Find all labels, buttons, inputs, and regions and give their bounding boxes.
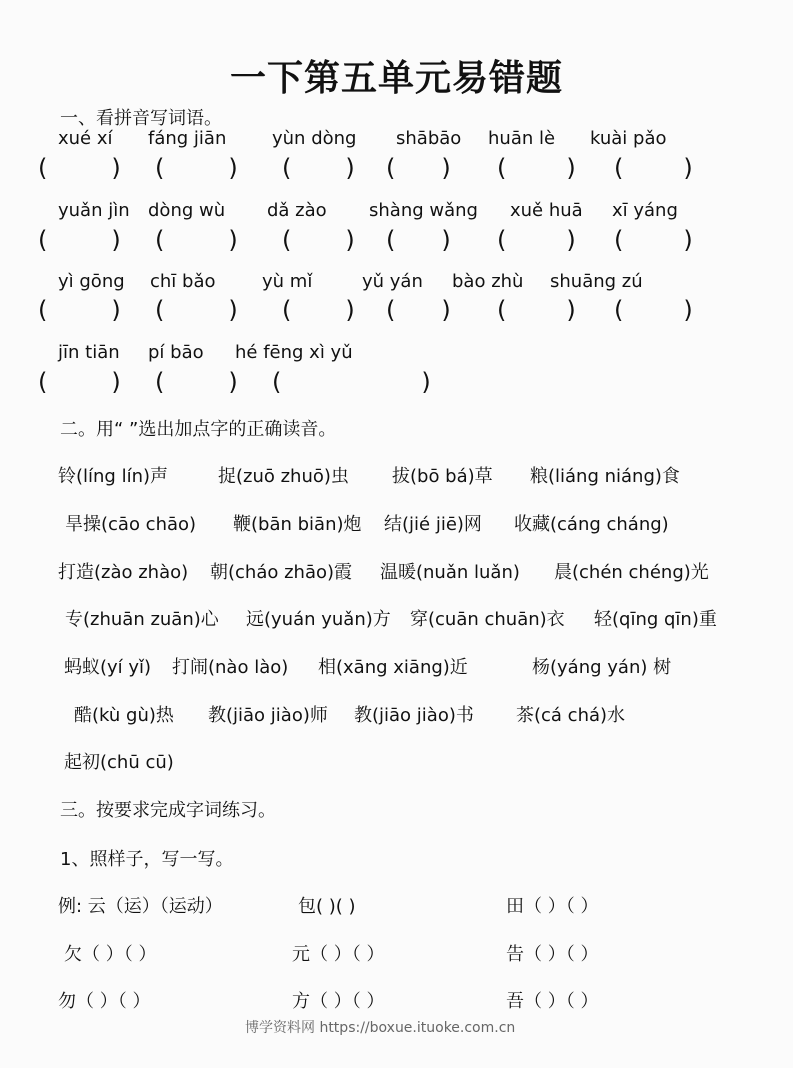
answer-blank[interactable]: ( ) <box>497 154 576 182</box>
answer-blank[interactable]: ( ) <box>38 368 121 396</box>
answer-blank[interactable]: ( ) <box>386 154 451 182</box>
pinyin-item: hé fēng xì yǔ <box>235 342 353 363</box>
answer-blank[interactable]: ( ) <box>155 154 238 182</box>
reading-item[interactable]: 朝(cháo zhāo)霞 <box>210 562 353 583</box>
reading-item[interactable]: 粮(liáng niáng)食 <box>530 466 680 487</box>
answer-blank[interactable]: ( ) <box>38 296 121 324</box>
pinyin-item: yǔ yán <box>362 271 423 292</box>
answer-blank[interactable]: ( ) <box>38 226 121 254</box>
answer-blank[interactable]: ( ) <box>614 226 693 254</box>
reading-item[interactable]: 教(jiāo jiào)书 <box>354 705 474 726</box>
answer-blank[interactable]: ( ) <box>155 296 238 324</box>
reading-item[interactable]: 拔(bō bá)草 <box>392 466 493 487</box>
page-title: 一下第五单元易错题 <box>229 57 563 99</box>
reading-item[interactable]: 打闹(nào lào) <box>172 657 289 678</box>
word-exercise[interactable]: 吾（ ）（ ） <box>506 991 599 1012</box>
pinyin-item: xué xí <box>58 128 113 149</box>
reading-item[interactable]: 温暖(nuǎn luǎn) <box>380 562 520 583</box>
word-exercise[interactable]: 方（ ）（ ） <box>292 991 385 1012</box>
watermark: 博学资料网 https://boxue.ituoke.com.cn <box>245 1020 516 1036</box>
answer-blank[interactable]: ( ) <box>386 296 451 324</box>
pinyin-item: shābāo <box>396 128 462 149</box>
reading-item[interactable]: 鞭(bān biān)炮 <box>233 514 362 535</box>
answer-blank[interactable]: ( ) <box>614 154 693 182</box>
word-exercise[interactable]: 告（ ）（ ） <box>506 944 599 965</box>
pinyin-item: shuāng zú <box>550 271 643 292</box>
pinyin-item: shàng wǎng <box>369 200 478 221</box>
reading-item[interactable]: 专(zhuān zuān)心 <box>65 609 219 630</box>
pinyin-item: kuài pǎo <box>590 128 667 149</box>
reading-item[interactable]: 酷(kù gù)热 <box>74 705 174 726</box>
reading-item[interactable]: 旱操(cāo chāo) <box>65 514 197 535</box>
answer-blank[interactable]: ( ) <box>282 296 355 324</box>
answer-blank[interactable]: ( ) <box>497 226 576 254</box>
reading-item[interactable]: 远(yuán yuǎn)方 <box>246 609 391 630</box>
word-exercise[interactable]: 勿（ ）（ ） <box>58 991 151 1012</box>
pinyin-item: huān lè <box>488 128 556 149</box>
section1-heading: 一、看拼音写词语。 <box>60 108 222 129</box>
reading-item[interactable]: 茶(cá chá)水 <box>516 705 626 726</box>
pinyin-item: fáng jiān <box>148 128 227 149</box>
section3-subheading: 1、照样子，写一写。 <box>60 849 234 870</box>
pinyin-item: dǎ zào <box>267 200 327 221</box>
answer-blank[interactable]: ( ) <box>497 296 576 324</box>
answer-blank[interactable]: ( ) <box>155 368 238 396</box>
answer-blank[interactable]: ( ) <box>386 226 451 254</box>
word-exercise[interactable]: 包( )( ) <box>298 896 356 917</box>
reading-item[interactable]: 穿(cuān chuān)衣 <box>410 609 565 630</box>
reading-item[interactable]: 轻(qīng qīn)重 <box>594 609 717 630</box>
word-exercise[interactable]: 元（ ）（ ） <box>292 944 385 965</box>
reading-item[interactable]: 收藏(cáng cháng) <box>514 514 669 535</box>
pinyin-item: yù mǐ <box>262 271 313 292</box>
reading-item[interactable]: 铃(líng lín)声 <box>58 466 169 487</box>
reading-item[interactable]: 蚂蚁(yí yǐ) <box>64 657 152 678</box>
reading-item[interactable]: 晨(chén chéng)光 <box>554 562 709 583</box>
pinyin-item: pí bāo <box>148 342 204 363</box>
reading-item[interactable]: 教(jiāo jiào)师 <box>208 705 328 726</box>
section2-heading: 二。用“ ”选出加点字的正确读音。 <box>60 419 337 440</box>
reading-item[interactable]: 捉(zuō zhuō)虫 <box>218 466 349 487</box>
example-item: 例: 云（运）（运动） <box>58 896 223 917</box>
answer-blank[interactable]: ( ) <box>38 154 121 182</box>
reading-item[interactable]: 杨(yáng yán) 树 <box>532 657 672 678</box>
pinyin-item: yùn dòng <box>272 128 357 149</box>
section3-heading: 三。按要求完成字词练习。 <box>60 800 276 821</box>
pinyin-item: xuě huā <box>510 200 583 221</box>
reading-item[interactable]: 打造(zào zhào) <box>58 562 189 583</box>
reading-item[interactable]: 相(xāng xiāng)近 <box>318 657 468 678</box>
answer-blank[interactable]: ( ) <box>614 296 693 324</box>
pinyin-item: chī bǎo <box>150 271 216 292</box>
pinyin-item: bào zhù <box>452 271 524 292</box>
answer-blank[interactable]: ( ) <box>272 368 431 396</box>
reading-item[interactable]: 结(jié jiē)网 <box>384 514 482 535</box>
answer-blank[interactable]: ( ) <box>282 226 355 254</box>
answer-blank[interactable]: ( ) <box>155 226 238 254</box>
answer-blank[interactable]: ( ) <box>282 154 355 182</box>
pinyin-item: yuǎn jìn <box>58 200 130 221</box>
pinyin-item: xī yáng <box>612 200 678 221</box>
pinyin-item: jīn tiān <box>58 342 120 363</box>
reading-item[interactable]: 起初(chū cū) <box>64 752 174 773</box>
word-exercise[interactable]: 欠（ ）（ ） <box>64 944 157 965</box>
word-exercise[interactable]: 田（ ）（ ） <box>506 896 599 917</box>
pinyin-item: dòng wù <box>148 200 226 221</box>
pinyin-item: yì gōng <box>58 271 125 292</box>
